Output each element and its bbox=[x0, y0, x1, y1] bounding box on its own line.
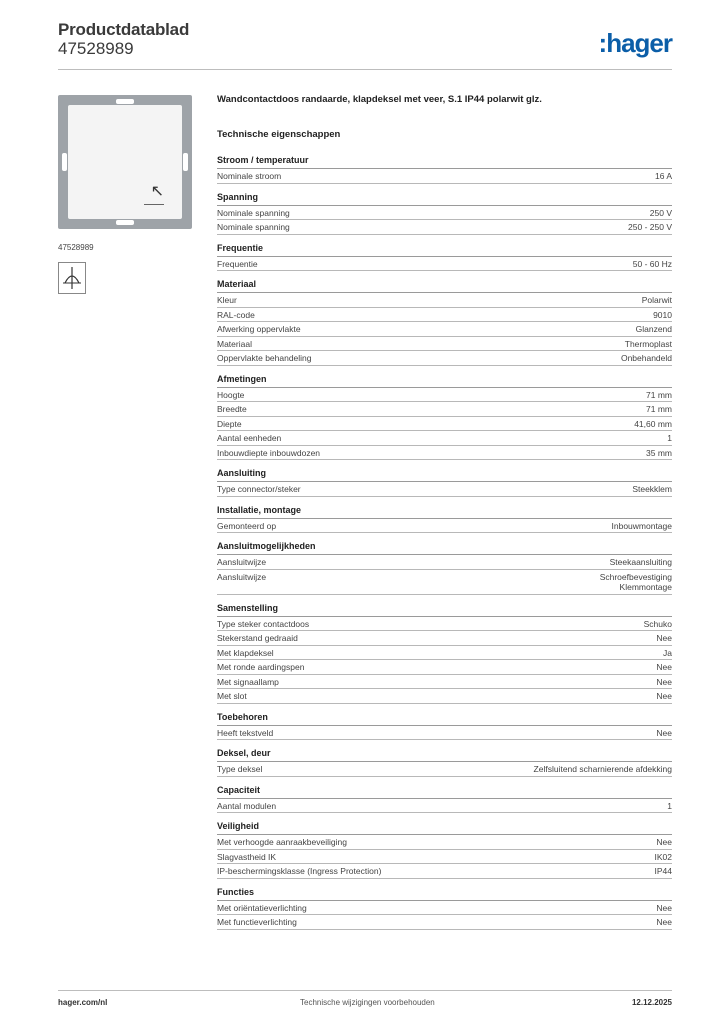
spec-row bbox=[217, 417, 672, 432]
footer-website: hager.com/nl bbox=[58, 998, 108, 1007]
spec-section bbox=[217, 748, 672, 777]
product-description: Wandcontactdoos randaarde, klapdeksel met veer, S.1 IP44 polarwit glz. bbox=[217, 94, 542, 105]
spec-label: IP-beschermingsklasse (Ingress Protection) bbox=[217, 866, 382, 876]
spec-value: Glanzend bbox=[635, 324, 672, 334]
logo-text: :hager bbox=[598, 28, 672, 58]
spec-row bbox=[217, 482, 672, 497]
spec-row bbox=[217, 555, 672, 570]
socket-symbol-svg bbox=[59, 263, 85, 293]
spec-section bbox=[217, 603, 672, 704]
section-title: Samenstelling bbox=[217, 603, 672, 617]
spec-label: Gemonteerd op bbox=[217, 520, 277, 531]
spec-label: Nominale stroom bbox=[217, 171, 282, 181]
spec-value: Nee bbox=[656, 662, 672, 672]
section-title: Afmetingen bbox=[217, 374, 672, 388]
spec-label: Met oriëntatieverlichting bbox=[217, 902, 307, 913]
spec-label: Met slot bbox=[217, 691, 247, 701]
section-title: Installatie, montage bbox=[217, 505, 672, 519]
spec-label: Aantal eenheden bbox=[217, 433, 282, 443]
spec-label: Type connector/steker bbox=[217, 484, 301, 494]
section-title: Spanning bbox=[217, 192, 672, 206]
spec-row bbox=[217, 617, 672, 632]
spec-row bbox=[217, 337, 672, 352]
spec-value: 1 bbox=[667, 800, 672, 811]
spec-label: Aantal modulen bbox=[217, 800, 277, 811]
footer-date: 12.12.2025 bbox=[631, 998, 672, 1007]
section-title: Aansluitmogelijkheden bbox=[217, 541, 672, 555]
section-title: Frequentie bbox=[217, 243, 672, 257]
socket-cover-plate bbox=[68, 105, 182, 219]
spec-row bbox=[217, 402, 672, 417]
spec-label: Nominale spanning bbox=[217, 222, 290, 232]
spec-label: Afwerking oppervlakte bbox=[217, 324, 301, 334]
section-title: Deksel, deur bbox=[217, 748, 672, 762]
spec-value: 9010 bbox=[653, 309, 672, 320]
spec-value: 71 mm bbox=[646, 404, 672, 414]
socket-product-image bbox=[58, 95, 192, 229]
spec-value: Nee bbox=[656, 917, 672, 927]
spec-value: Steekklem bbox=[632, 484, 672, 494]
spec-label: Oppervlakte behandeling bbox=[217, 353, 312, 363]
spec-label: Diepte bbox=[217, 418, 242, 429]
spec-row bbox=[217, 850, 672, 865]
spec-label: Hoogte bbox=[217, 389, 245, 400]
spec-value: 1 bbox=[667, 433, 672, 443]
header-divider bbox=[58, 69, 672, 70]
spec-label: Type steker contactdoos bbox=[217, 618, 310, 629]
spec-row bbox=[217, 257, 672, 272]
spec-row bbox=[217, 675, 672, 690]
spec-row bbox=[217, 835, 672, 850]
spec-value: Nee bbox=[656, 902, 672, 913]
spec-label: Slagvastheid IK bbox=[217, 851, 277, 862]
spec-label: Frequentie bbox=[217, 258, 258, 269]
spec-row bbox=[217, 689, 672, 704]
spec-value: Ja bbox=[663, 647, 672, 658]
spec-label: Materiaal bbox=[217, 338, 252, 349]
spec-value: Schroefbevestiging Klemmontage bbox=[599, 571, 672, 592]
spec-row bbox=[217, 293, 672, 308]
spec-row bbox=[217, 206, 672, 221]
lid-line bbox=[144, 204, 164, 205]
spec-row bbox=[217, 446, 672, 461]
spec-value: Nee bbox=[656, 633, 672, 643]
spec-section bbox=[217, 712, 672, 741]
socket-symbol-icon bbox=[58, 262, 86, 294]
spec-value: 41,60 mm bbox=[634, 418, 672, 429]
spec-label: Met ronde aardingspen bbox=[217, 662, 305, 672]
spec-row bbox=[217, 864, 672, 879]
spec-value: Polarwit bbox=[641, 295, 672, 305]
section-title: Toebehoren bbox=[217, 712, 672, 726]
spec-value: 250 V bbox=[649, 207, 672, 218]
spec-value: Zelfsluitend scharnierende afdekking bbox=[533, 764, 672, 774]
spec-value: Inbouwmontage bbox=[611, 520, 672, 531]
spec-row bbox=[217, 388, 672, 403]
spec-section bbox=[217, 374, 672, 461]
spec-value: IK02 bbox=[654, 851, 672, 862]
spec-value: Schuko bbox=[643, 618, 672, 629]
spec-value: Nee bbox=[656, 837, 672, 847]
footer-disclaimer: Technische wijzigingen voorbehouden bbox=[300, 998, 435, 1007]
spec-row bbox=[217, 901, 672, 916]
spec-section bbox=[217, 192, 672, 235]
spec-value: 35 mm bbox=[646, 447, 672, 458]
spec-value: Nee bbox=[656, 676, 672, 687]
spec-label: RAL-code bbox=[217, 309, 255, 320]
tech-properties-title: Technische eigenschappen bbox=[217, 129, 341, 140]
spec-label: Type deksel bbox=[217, 764, 263, 774]
lid-arrow-icon: ↖ bbox=[150, 183, 164, 200]
footer-divider bbox=[58, 990, 672, 991]
spec-row bbox=[217, 799, 672, 814]
page-title: Productdatablad bbox=[58, 20, 190, 39]
spec-label: Aansluitwijze bbox=[217, 571, 267, 582]
spec-label: Stekerstand gedraaid bbox=[217, 633, 298, 643]
spec-label: Inbouwdiepte inbouwdozen bbox=[217, 447, 321, 458]
section-title: Functies bbox=[217, 887, 672, 901]
spec-section bbox=[217, 468, 672, 497]
plate-slot-left bbox=[62, 153, 67, 171]
spec-section bbox=[217, 887, 672, 930]
spec-row bbox=[217, 762, 672, 777]
spec-label: Met verhoogde aanraakbeveiliging bbox=[217, 837, 347, 847]
section-title: Materiaal bbox=[217, 279, 672, 293]
spec-label: Met klapdeksel bbox=[217, 647, 274, 658]
spec-label: Breedte bbox=[217, 404, 247, 414]
spec-label: Met signaallamp bbox=[217, 676, 279, 687]
spec-section bbox=[217, 785, 672, 814]
spec-value: 16 A bbox=[654, 171, 672, 181]
spec-section bbox=[217, 155, 672, 184]
spec-label: Aansluitwijze bbox=[217, 557, 267, 567]
spec-value: 71 mm bbox=[646, 389, 672, 400]
spec-label: Nominale spanning bbox=[217, 207, 290, 218]
spec-value: Thermoplast bbox=[624, 338, 672, 349]
spec-section bbox=[217, 505, 672, 534]
spec-value: 50 - 60 Hz bbox=[632, 258, 672, 269]
section-title: Aansluiting bbox=[217, 468, 672, 482]
product-number: 47528989 bbox=[58, 39, 134, 58]
spec-label: Met functieverlichting bbox=[217, 917, 297, 927]
spec-row bbox=[217, 308, 672, 323]
spec-value: Onbehandeld bbox=[620, 353, 672, 363]
spec-row bbox=[217, 660, 672, 675]
spec-row bbox=[217, 431, 672, 446]
spec-value: 250 - 250 V bbox=[628, 222, 672, 232]
spec-row bbox=[217, 726, 672, 741]
spec-row bbox=[217, 220, 672, 235]
spec-section bbox=[217, 541, 672, 595]
spec-value: Nee bbox=[656, 727, 672, 738]
spec-section bbox=[217, 279, 672, 366]
section-title: Capaciteit bbox=[217, 785, 672, 799]
plate-slot-right bbox=[183, 153, 188, 171]
section-title: Stroom / temperatuur bbox=[217, 155, 672, 169]
plate-slot-top bbox=[116, 99, 134, 104]
image-product-code: 47528989 bbox=[58, 243, 94, 252]
spec-value: Nee bbox=[656, 691, 672, 701]
spec-label: Kleur bbox=[217, 295, 237, 305]
spec-label: Heeft tekstveld bbox=[217, 727, 274, 738]
spec-row bbox=[217, 631, 672, 646]
spec-section bbox=[217, 243, 672, 272]
spec-row bbox=[217, 322, 672, 337]
spec-value: Steekaansluiting bbox=[609, 557, 672, 567]
specs-table bbox=[217, 155, 672, 938]
spec-section bbox=[217, 821, 672, 879]
spec-row bbox=[217, 169, 672, 184]
section-title: Veiligheid bbox=[217, 821, 672, 835]
spec-row bbox=[217, 570, 672, 595]
spec-row bbox=[217, 646, 672, 661]
spec-row bbox=[217, 915, 672, 930]
spec-value: IP44 bbox=[654, 866, 672, 876]
plate-slot-bottom bbox=[116, 220, 134, 225]
spec-row bbox=[217, 519, 672, 534]
hager-logo bbox=[599, 28, 672, 59]
spec-row bbox=[217, 351, 672, 366]
